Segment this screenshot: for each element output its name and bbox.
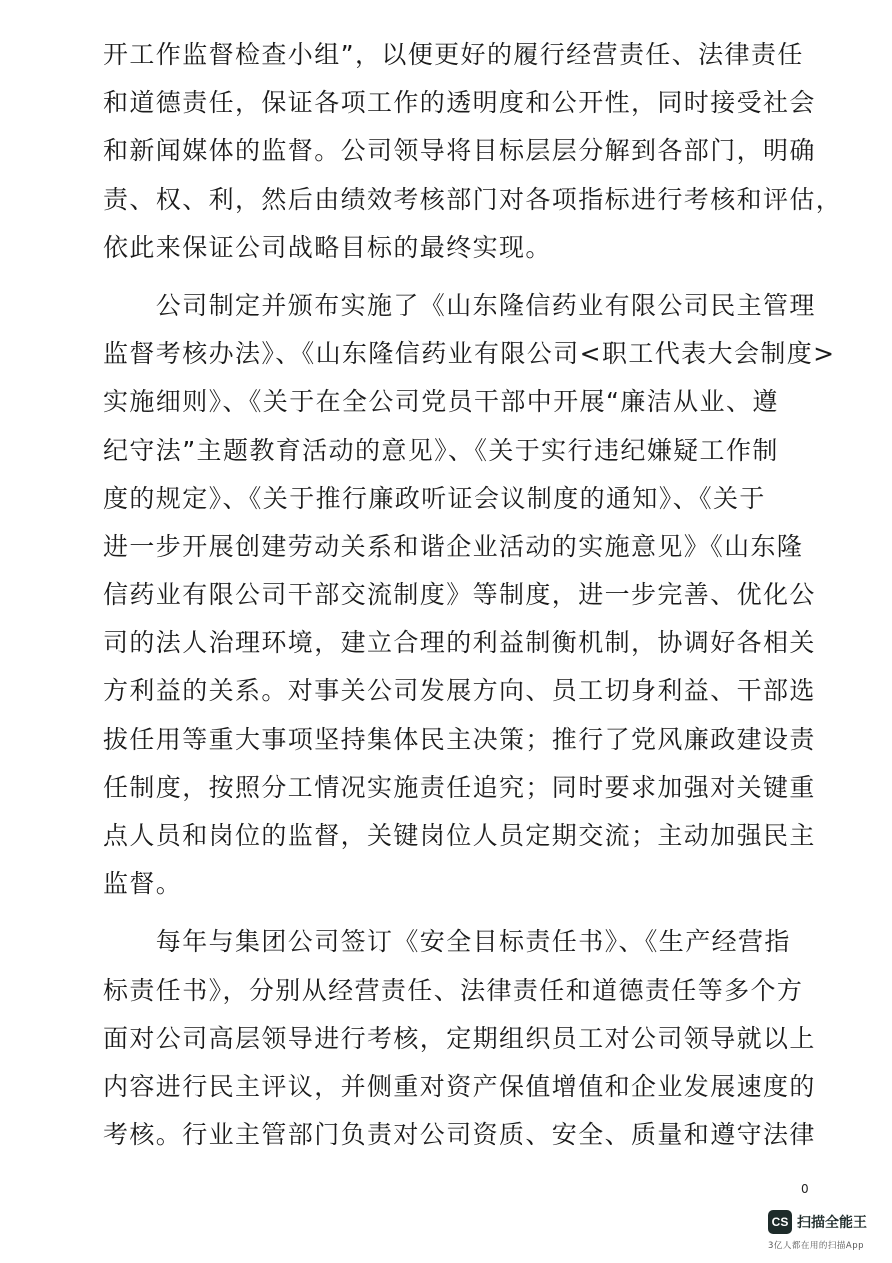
- paragraph-gap: [103, 908, 803, 918]
- text-line: 考核。行业主管部门负责对公司资质、安全、质量和遵守法律: [103, 1120, 816, 1150]
- watermark-app-name: 扫描全能王: [797, 1215, 867, 1231]
- text-line: 司的法人治理环境，建立合理的利益制衡机制，协调好各相关: [103, 628, 816, 658]
- paragraph-gap: [103, 272, 803, 282]
- text-line: 和道德责任，保证各项工作的透明度和公开性，同时接受社会: [103, 88, 816, 118]
- paragraph-1: [103, 31, 843, 272]
- text-line: 公司制定并颁布实施了《山东隆信药业有限公司民主管理: [103, 290, 816, 320]
- paragraph-3: [103, 918, 816, 1159]
- text-line: 责、权、利，然后由绩效考核部门对各项指标进行考核和评估，: [103, 184, 843, 214]
- text-line: 点人员和岗位的监督，关键岗位人员定期交流；主动加强民主: [103, 821, 816, 850]
- page-mark: 0: [801, 1182, 809, 1196]
- text-line: 内容进行民主评议，并侧重对资产保值增值和企业发展速度的: [103, 1071, 816, 1101]
- text-line: 信药业有限公司干部交流制度》等制度，进一步完善、优化公: [103, 580, 816, 610]
- text-line: 依此来保证公司战略目标的最终实现。: [103, 232, 552, 262]
- document-body: [103, 31, 843, 1159]
- text-line: 任制度，按照分工情况实施责任追究；同时要求加强对关键重: [103, 772, 816, 802]
- text-line: 监督考核办法》、《山东隆信药业有限公司<职工代表大会制度>: [103, 339, 836, 369]
- text-line: 面对公司高层领导进行考核，定期组织员工对公司领导就以上: [103, 1023, 816, 1053]
- text-line: 标责任书》，分别从经营责任、法律责任和道德责任等多个方: [103, 975, 804, 1005]
- text-line: 拔任用等重大事项坚持集体民主决策；推行了党风廉政建设责: [103, 724, 816, 754]
- paragraph-2: [103, 282, 836, 908]
- text-line: 纪守法”主题教育活动的意见》、《关于实行违纪嫌疑工作制: [103, 435, 779, 465]
- text-line: 实施细则》、《关于在全公司党员干部中开展“廉洁从业、遵: [103, 387, 779, 417]
- camscanner-logo-icon: CS: [768, 1210, 792, 1234]
- scanner-watermark: [768, 1210, 886, 1254]
- text-line: 度的规定》、《关于推行廉政听证会议制度的通知》、《关于: [103, 483, 766, 513]
- text-line: 开工作监督检查小组”，以便更好的履行经营责任、法律责任: [103, 40, 804, 69]
- text-line: 每年与集团公司签订《安全目标责任书》、《生产经营指: [103, 927, 791, 957]
- text-line: 方利益的关系。对事关公司发展方向、员工切身利益、干部选: [103, 676, 816, 706]
- watermark-tagline: 3亿人都在用的扫描App: [768, 1241, 865, 1251]
- text-line: 进一步开展创建劳动关系和谐企业活动的实施意见》《山东隆: [103, 531, 804, 561]
- text-line: 和新闻媒体的监督。公司领导将目标层层分解到各部门，明确: [103, 136, 816, 166]
- text-line: 监督。: [103, 869, 183, 899]
